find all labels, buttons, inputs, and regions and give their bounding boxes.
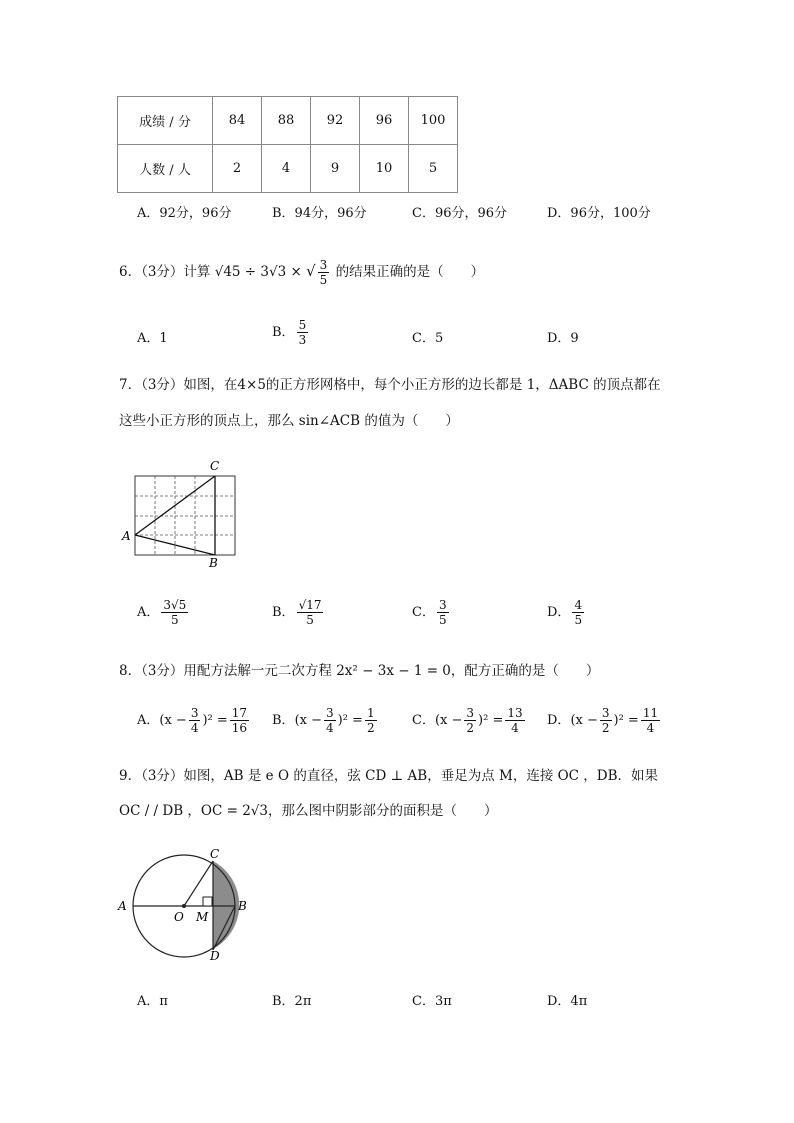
- label-c: C: [210, 847, 220, 861]
- q7-option-c[interactable]: C． $\frac{3}{5}$: [412, 598, 447, 627]
- q9-stem-line1: 9．（3分）如图，AB 是 e O 的直径，弦 CD ⊥ AB，垂足为点 M，连接 OC ，DB．如果: [119, 768, 659, 784]
- label-o: O: [174, 910, 184, 924]
- score-table: [117, 96, 458, 193]
- table-cell: 88: [262, 97, 311, 145]
- q7-stem-line1: 7．（3分）如图，在4×5的正方形网格中，每个小正方形的边长都是 1，ΔABC 的顶点都在: [119, 377, 661, 393]
- q9-stem-line2: OC / / DB ，OC = 2√3，那么图中阴影部分的面积是（ ）: [119, 803, 498, 819]
- q7-grid-figure: [117, 455, 247, 570]
- q6-fraction: $\frac{3}{5}$: [319, 258, 328, 287]
- table-cell: 4: [262, 145, 311, 193]
- q6-option-b[interactable]: B． $\frac{5}{3}$: [272, 318, 307, 347]
- table-header-cell: 成绩 / 分: [118, 97, 213, 145]
- label-d: D: [210, 949, 220, 963]
- q6-stem: 6．（3分）计算 √45 ÷ 3√3 × √ $\frac{3}{5}$ 的结果正确的是（ ）: [119, 258, 485, 287]
- q5-option-b[interactable]: B．94分，96分: [272, 206, 367, 221]
- table-row: [118, 145, 458, 193]
- table-header-cell: 人数 / 人: [118, 145, 213, 193]
- q8-option-d[interactable]: D．(x − $\frac{3}{2}$ )² = $\frac{11}{4}$: [547, 706, 659, 735]
- q5-option-a[interactable]: A．92分，96分: [137, 206, 232, 221]
- label-b: B: [209, 556, 218, 570]
- table-cell: 2: [213, 145, 262, 193]
- table-cell: 100: [409, 97, 458, 145]
- q6-expression: √45 ÷ 3√3 ×: [214, 264, 302, 280]
- table-cell: 84: [213, 97, 262, 145]
- q8-option-a[interactable]: A．(x − $\frac{3}{4}$ )² = $\frac{17}{16}$: [137, 706, 248, 735]
- table-cell: 5: [409, 145, 458, 193]
- q9-option-b[interactable]: B．2π: [272, 994, 312, 1009]
- q6-option-d[interactable]: D．9: [547, 331, 579, 346]
- q6-prefix: 6．（3分）计算: [119, 264, 211, 280]
- q6-suffix: 的结果正确的是（ ）: [335, 264, 485, 280]
- q7-stem-line2: 这些小正方形的顶点上，那么 sin∠ACB 的值为（ ）: [119, 413, 459, 429]
- label-b: B: [238, 899, 247, 913]
- q9-option-d[interactable]: D．4π: [547, 994, 588, 1009]
- label-a: A: [122, 529, 131, 543]
- table-row: [118, 97, 458, 145]
- label-a: A: [118, 899, 127, 913]
- q7-option-a[interactable]: A． $\frac{3√5}{5}$: [137, 598, 187, 627]
- q9-option-a[interactable]: A．π: [137, 994, 168, 1009]
- label-m: M: [196, 910, 209, 924]
- table-cell: 92: [311, 97, 360, 145]
- q8-option-c[interactable]: C．(x − $\frac{3}{2}$ )² = $\frac{13}{4}$: [412, 706, 523, 735]
- table-cell: 9: [311, 145, 360, 193]
- q9-circle-figure: [112, 846, 262, 966]
- q7-option-b[interactable]: B． $\frac{√17}{5}$: [272, 598, 322, 627]
- q5-option-c[interactable]: C．96分，96分: [412, 206, 508, 221]
- label-c: C: [210, 459, 220, 473]
- q7-option-d[interactable]: D． $\frac{4}{5}$: [547, 598, 583, 627]
- q9-option-c[interactable]: C．3π: [412, 994, 452, 1009]
- q5-option-d[interactable]: D．96分，100分: [547, 206, 651, 221]
- q6-option-a[interactable]: A．1: [137, 331, 168, 346]
- q6-option-c[interactable]: C．5: [412, 331, 444, 346]
- table-cell: 10: [360, 145, 409, 193]
- table-cell: 96: [360, 97, 409, 145]
- q8-option-b[interactable]: B．(x − $\frac{3}{4}$ )² = $\frac{1}{2}$: [272, 706, 375, 735]
- q8-stem: 8．（3分）用配方法解一元二次方程 2x² − 3x − 1 = 0，配方正确的是（ ）: [119, 663, 600, 679]
